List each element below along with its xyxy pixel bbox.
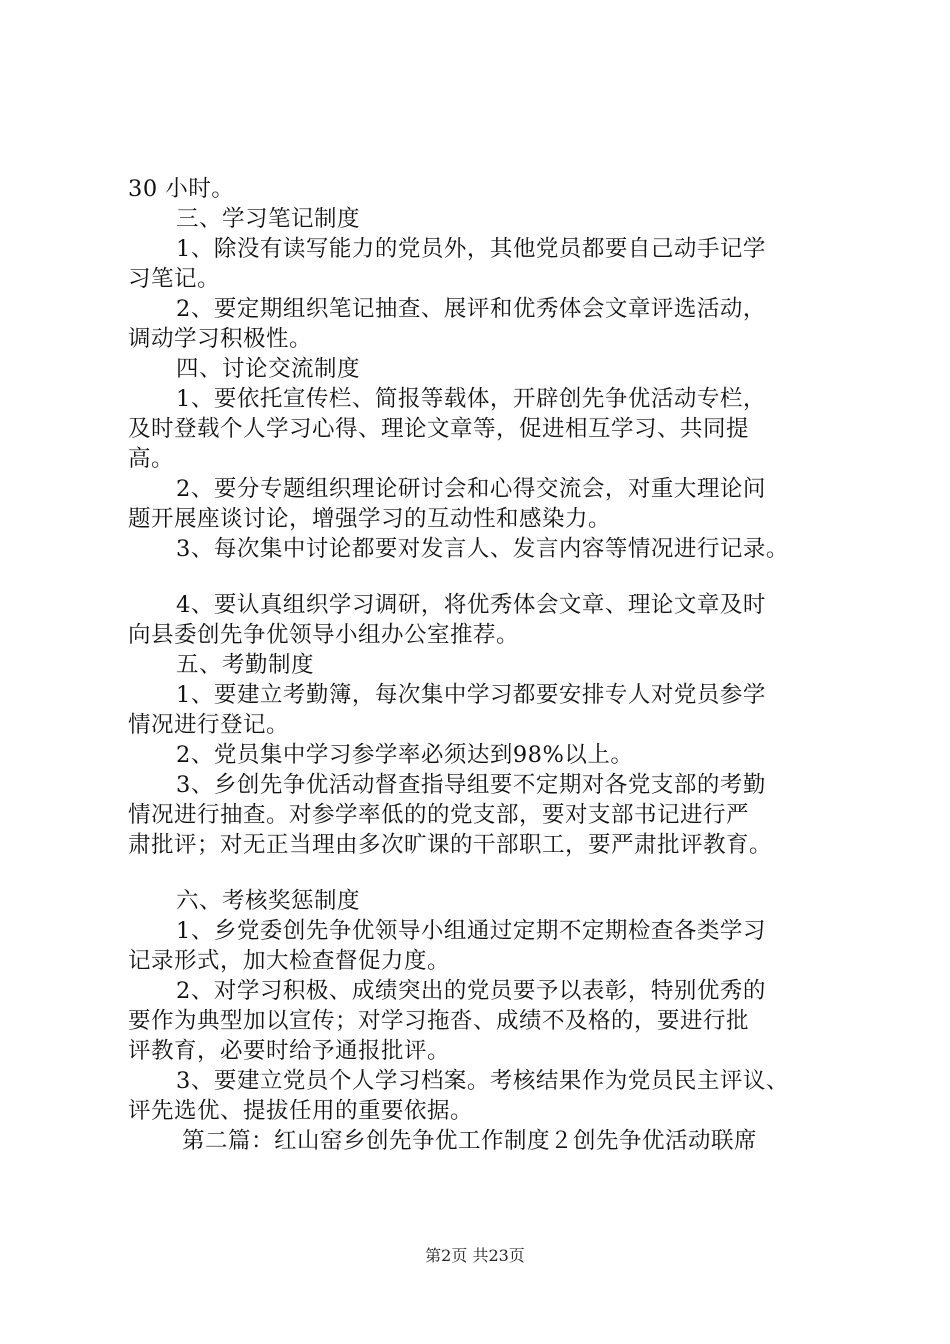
text-line: 3、要建立党员个人学习档案。考核结果作为党员民主评议、: [176, 1068, 789, 1094]
text-line: 30 小时。: [128, 176, 235, 202]
text-line: 2、党员集中学习参学率必须达到98%以上。: [176, 742, 634, 768]
section-heading: 六、考核奖惩制度: [176, 888, 361, 914]
text-line: 2、要分专题组织理论研讨会和心得交流会，对重大理论问: [176, 476, 766, 502]
section-heading: 五、考勤制度: [176, 652, 315, 678]
text-line: 1、要依托宣传栏、简报等载体，开辟创先争优活动专栏，: [176, 386, 766, 412]
text-line: 及时登载个人学习心得、理论文章等，促进相互学习、共同提: [128, 416, 750, 442]
text-line: 要作为典型加以宣传；对学习拖沓、成绩不及格的，要进行批: [128, 1008, 750, 1034]
text-line: 4、要认真组织学习调研，将优秀体会文章、理论文章及时: [176, 592, 766, 618]
text-line: 题开展座谈讨论，增强学习的互动性和感染力。: [128, 506, 612, 532]
text-line: 情况进行抽查。对参学率低的的党支部，要对支部书记进行严: [128, 802, 750, 828]
text-line: 1、要建立考勤簿，每次集中学习都要安排专人对党员参学: [176, 682, 766, 708]
text-line: 向县委创先争优领导小组办公室推荐。: [128, 622, 520, 648]
text-line: 1、乡党委创先争优领导小组通过定期不定期检查各类学习: [176, 918, 766, 944]
text-line: 记录形式，加大检查督促力度。: [128, 948, 451, 974]
text-line: 3、每次集中讨论都要对发言人、发言内容等情况进行记录。: [176, 536, 789, 562]
text-line: 肃批评；对无正当理由多次旷课的干部职工，要严肃批评教育。: [128, 832, 773, 858]
text-line: 情况进行登记。: [128, 712, 290, 738]
text-line: 习笔记。: [128, 266, 221, 292]
text-line: 2、要定期组织笔记抽查、展评和优秀体会文章评选活动，: [176, 296, 766, 322]
text-line: 高。: [128, 446, 175, 472]
chapter-heading: 第二篇：红山窑乡创先争优工作制度２创先争优活动联席: [182, 1128, 758, 1154]
text-line: 评教育，必要时给予通报批评。: [128, 1038, 451, 1064]
text-line: 2、对学习积极、成绩突出的党员要予以表彰，特别优秀的: [176, 978, 766, 1004]
page-footer: 第2页 共23页: [425, 1246, 525, 1265]
text-line: 1、除没有读写能力的党员外，其他党员都要自己动手记学: [176, 236, 766, 262]
text-line: 评先选优、提拔任用的重要依据。: [128, 1098, 474, 1124]
document-body: [128, 174, 848, 1156]
section-heading: 三、学习笔记制度: [176, 206, 361, 232]
text-line: 3、乡创先争优活动督查指导组要不定期对各党支部的考勤: [176, 772, 766, 798]
text-line: 调动学习积极性。: [128, 326, 313, 352]
spacer: [128, 564, 848, 590]
section-heading: 四、讨论交流制度: [176, 356, 361, 382]
spacer: [128, 860, 848, 886]
